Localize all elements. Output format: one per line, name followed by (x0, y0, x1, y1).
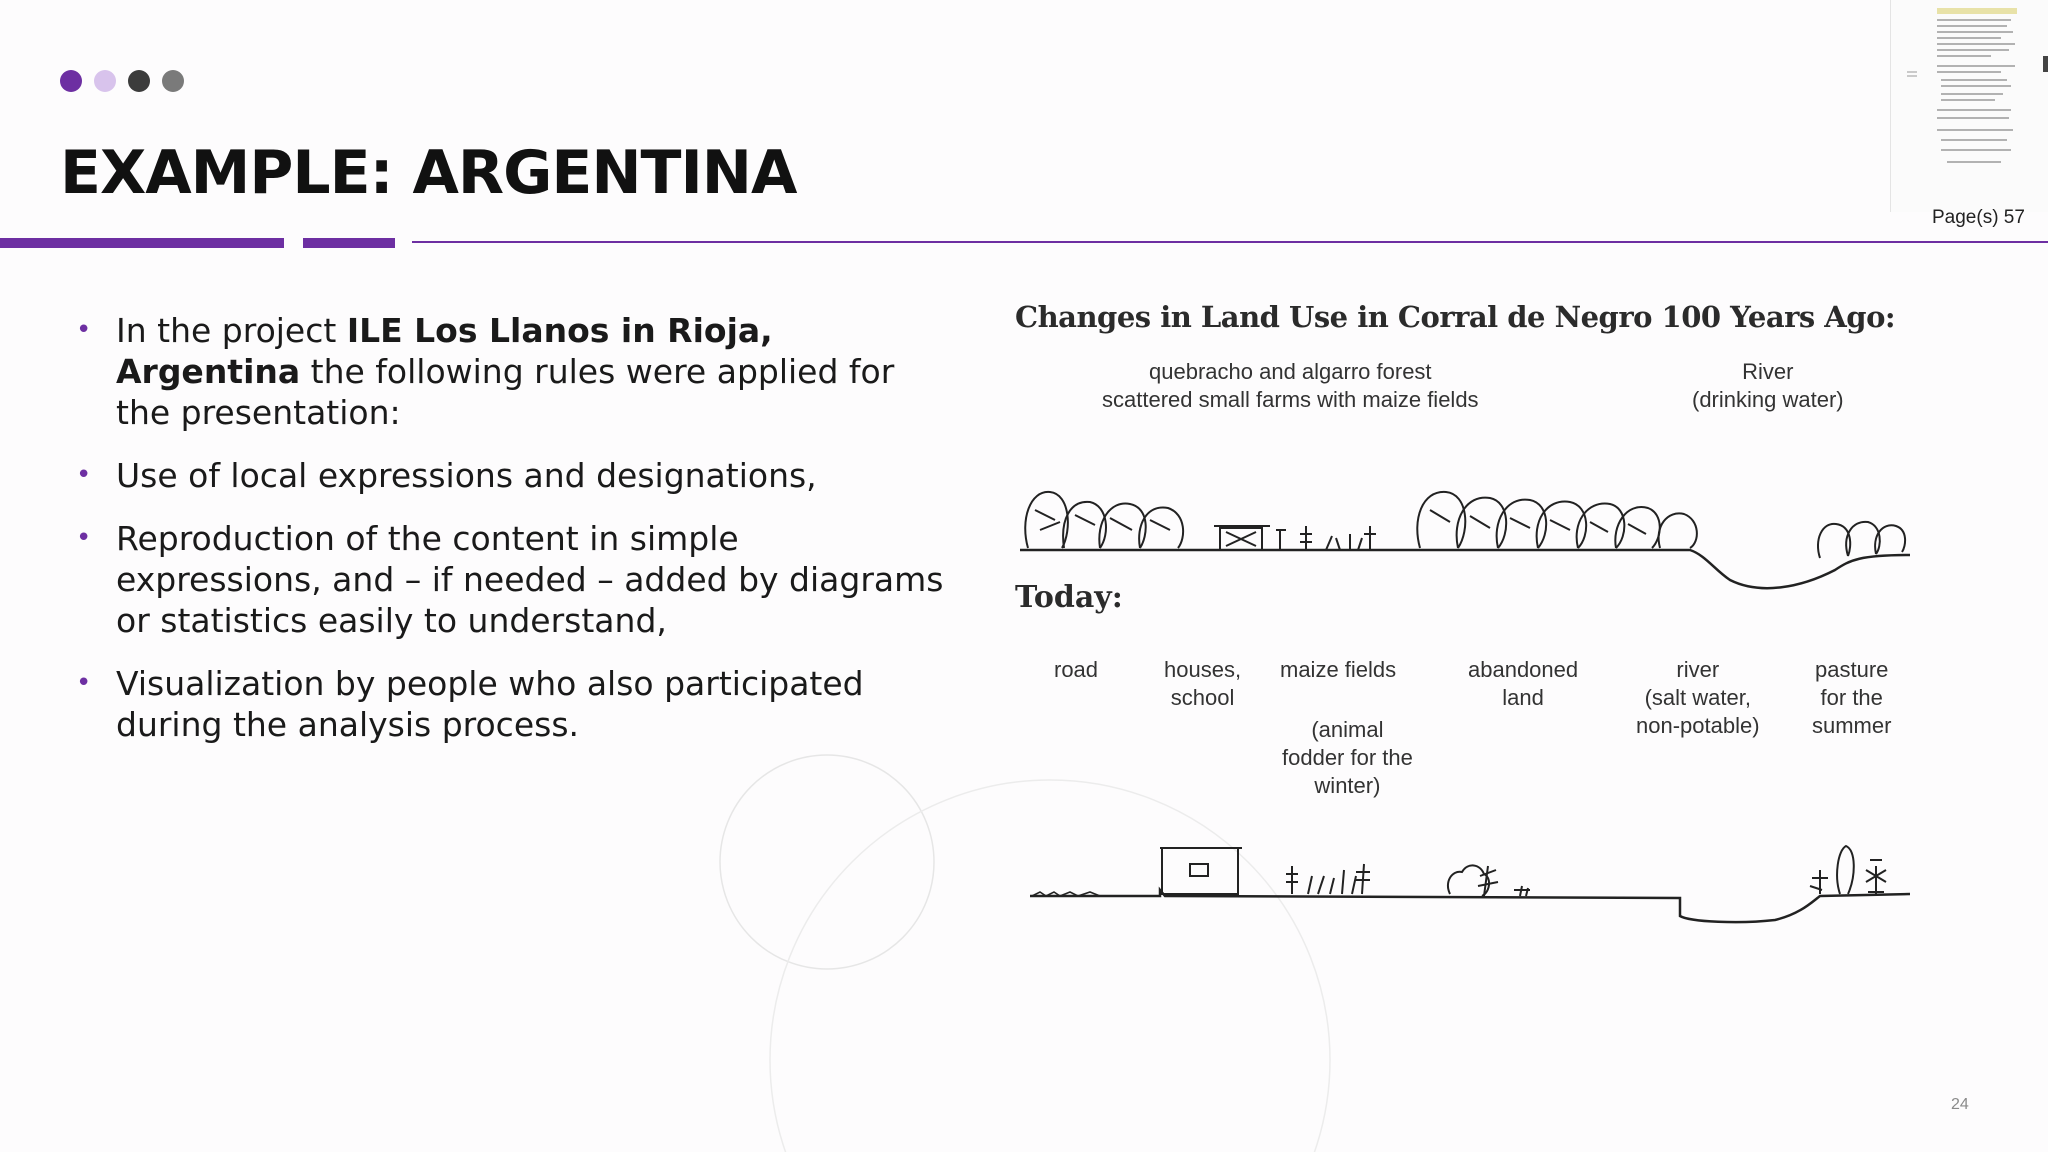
maize-fields-label: maize fields (1280, 657, 1397, 682)
river-past-label: River (drinking water) (1692, 359, 1844, 412)
bullet-item (70, 455, 950, 496)
today-title: Today: (1015, 580, 1123, 615)
bullet-text-cont: the following rules were applied for the presentation: (116, 352, 895, 432)
bullet-marker-icon: • (76, 523, 92, 553)
title-underline-line (412, 241, 2048, 243)
past-landscape-sketch-icon (1000, 430, 1930, 590)
progress-dot-4 (162, 70, 184, 92)
slide-progress-dots (60, 70, 184, 92)
bullet-text: Reproduction of the content in simple expressions, and – if needed – added by diagrams or statistics easily to understand, (116, 519, 944, 640)
pasture-label: pasture for the summer (1812, 657, 1892, 738)
maize-fields-note: (animal fodder for the winter) (1282, 717, 1413, 798)
bullet-marker-icon: • (76, 315, 92, 345)
today-landscape-sketch-icon (1000, 830, 1930, 990)
houses-label: houses, school (1164, 657, 1242, 710)
progress-dot-3 (128, 70, 150, 92)
bullet-text: Use of local expressions and designations, (116, 456, 817, 495)
figure-title: Changes in Land Use in Corral de Negro 100 Years Ago: (1015, 300, 1896, 334)
bullet-item (70, 310, 950, 433)
bullet-marker-icon: • (76, 460, 92, 490)
abandoned-land-label: abandoned land (1468, 657, 1579, 710)
bullet-item (70, 663, 950, 745)
title-underline-bar (0, 238, 284, 248)
land-use-figure (1000, 290, 1930, 990)
page-thumbnail[interactable] (1890, 0, 2048, 212)
bullet-bold-text: ILE Los Llanos in Rioja, Argentina (116, 311, 773, 391)
slide-title: EXAMPLE: ARGENTINA (60, 138, 797, 208)
progress-dot-2 (94, 70, 116, 92)
road-label: road (1054, 657, 1099, 682)
slide-number: 24 (1951, 1096, 1969, 1113)
progress-dot-1 (60, 70, 82, 92)
title-underline-bar-short (303, 238, 395, 248)
bullet-list (70, 310, 950, 767)
bullet-text: Visualization by people who also participated during the analysis process. (116, 664, 864, 744)
bullet-text: In the project (116, 311, 347, 350)
forest-label: quebracho and algarro forest scattered small farms with maize fields (1102, 359, 1479, 412)
page-count-label: Page(s) 57 (1932, 207, 2025, 228)
river-today-label: river (salt water, non-potable) (1636, 657, 1760, 738)
thumbnail-preview-icon (1891, 0, 2048, 212)
bullet-marker-icon: • (76, 668, 92, 698)
bullet-item (70, 518, 950, 641)
